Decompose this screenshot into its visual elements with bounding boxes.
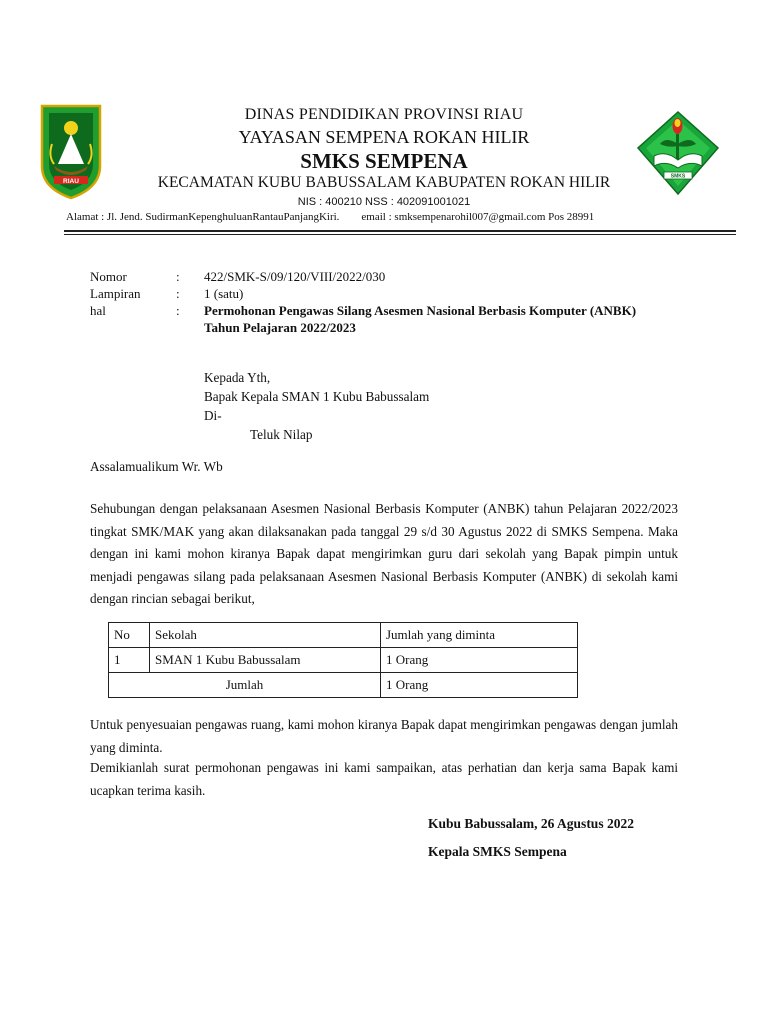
table-cell-count: 1 Orang <box>381 648 578 673</box>
closing-paragraph-1: Untuk penyesuaian pengawas ruang, kami mohon kiranya Bapak dapat mengirimkan pengawas dengan jumlah yang diminta. <box>90 717 678 755</box>
signature-title: Kepala SMKS Sempena <box>428 844 567 859</box>
recipient-di: Di- <box>204 408 222 423</box>
table-header-school: Sekolah <box>150 623 381 648</box>
svg-text:RIAU: RIAU <box>63 178 79 185</box>
table-cell-school: SMAN 1 Kubu Babussalam <box>150 648 381 673</box>
hal-label: hal <box>90 303 106 318</box>
table-row <box>109 648 578 673</box>
letter-meta <box>0 268 768 338</box>
request-table <box>108 622 578 698</box>
recipient-name: Bapak Kepala SMAN 1 Kubu Babussalam <box>204 389 430 404</box>
table-cell-no: 1 <box>109 648 150 673</box>
signature-place-date: Kubu Babussalam, 26 Agustus 2022 <box>428 816 634 831</box>
body-paragraph: Sehubungan dengan pelaksanaan Asesmen Nasional Berbasis Komputer (ANBK) tahun Pelajaran 2022/2023 tingkat SMK/MAK yang akan dilaksanakan pada tanggal 29 s/d 30 Agustus 2022 di SMKS Sempena. Maka dengan ini kami mohon kiranya Bapak dapat mengirimkan guru dari sekolah yang Bapak pimpin untuk menjadi pengawas silang pada pelaksanaan Asesmen Nasional Berbasis Komputer (ANBK) di sekolah kami dengan rincian sebagai berikut, <box>90 501 678 606</box>
table-header-row <box>109 623 578 648</box>
lampiran-colon: : <box>176 286 180 301</box>
hal-value-line2: Tahun Pelajaran 2022/2023 <box>204 320 356 335</box>
nomor-colon: : <box>176 269 180 284</box>
letterhead-foundation: YAYASAN SEMPENA ROKAN HILIR <box>238 127 530 147</box>
hal-colon: : <box>176 303 180 318</box>
lampiran-label: Lampiran <box>90 286 141 301</box>
table-total-row <box>109 673 578 698</box>
nomor-label: Nomor <box>90 269 127 284</box>
table-total-value: 1 Orang <box>381 673 578 698</box>
table-header-no: No <box>109 623 150 648</box>
hal-value-line1: Permohonan Pengawas Silang Asesmen Nasional Berbasis Komputer (ANBK) <box>204 303 637 318</box>
letterhead-district: KECAMATAN KUBU BABUSSALAM KABUPATEN ROKAN HILIR <box>157 174 611 191</box>
salutation: Assalamualikum Wr. Wb <box>90 459 223 474</box>
closing-paragraph-2: Demikianlah surat permohonan pengawas ini kami sampaikan, atas perhatian dan kerja sama Bapak kami ucapkan terima kasih. <box>90 760 678 798</box>
letterhead-divider-thick <box>64 230 736 232</box>
recipient-greeting: Kepada Yth, <box>204 370 271 385</box>
nomor-value: 422/SMK-S/09/120/VIII/2022/030 <box>204 269 386 284</box>
letterhead-agency: DINAS PENDIDIKAN PROVINSI RIAU <box>244 106 524 123</box>
table-total-label: Jumlah <box>109 673 381 698</box>
recipient-location: Teluk Nilap <box>250 427 313 442</box>
letterhead-school-ids: NIS : 400210 NSS : 402091001021 <box>297 196 471 208</box>
table-header-count: Jumlah yang diminta <box>381 623 578 648</box>
letterhead-address: Alamat : Jl. Jend. SudirmanKepenghuluanRantauPanjangKiri. email : smksempenarohil007@gmail.com Pos 28991 <box>66 211 595 223</box>
letterhead-divider-thin <box>64 234 736 235</box>
svg-text:SMKS: SMKS <box>670 173 686 180</box>
lampiran-value: 1 (satu) <box>204 286 244 301</box>
letterhead-school-name: SMKS SEMPENA <box>300 149 468 173</box>
